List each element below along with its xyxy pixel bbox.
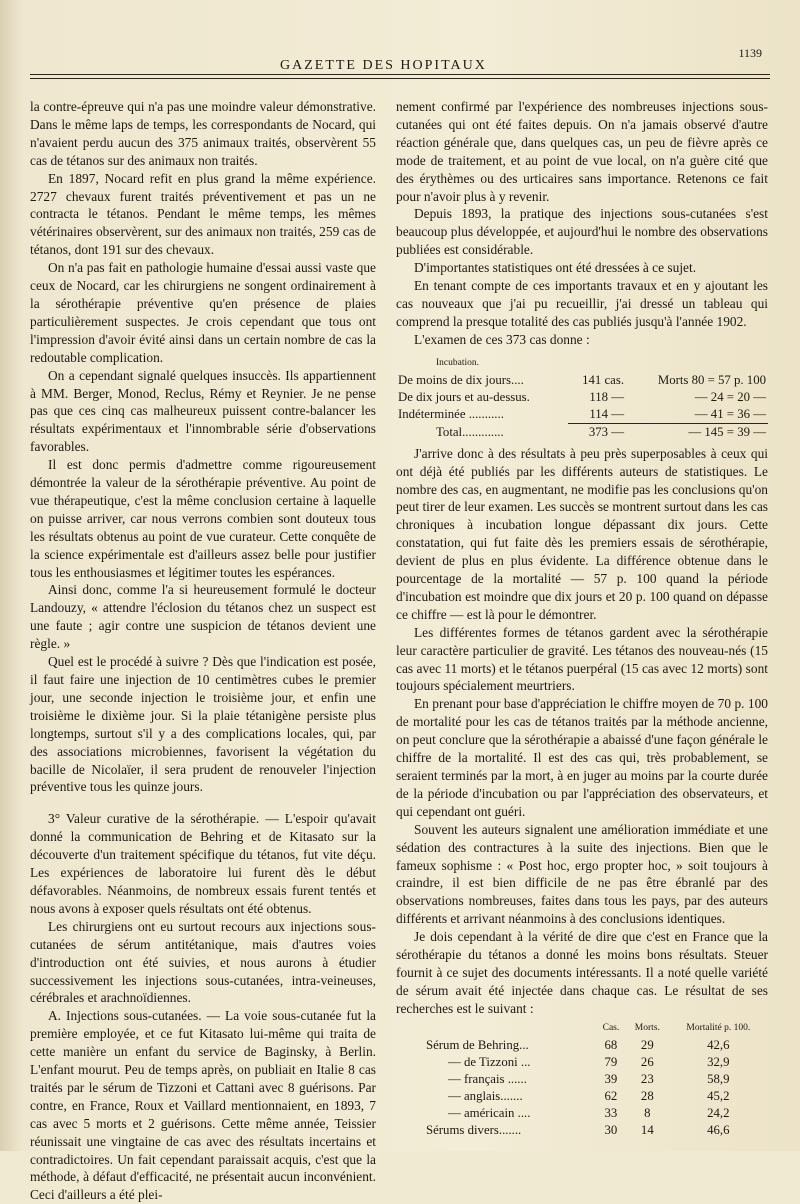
paragraph: Quel est le procédé à suivre ? Dès que l'indication est posée, il faut faire une injection de 10 centimètres cubes le premier jour, une seconde injection le troisième jour, et enfin une troisième le dixième jour. Si la plaie tétanigène persiste plus longtemps, surtout s'il y a des complications locales, qui, par des associations microbiennes, favorisent la végétation du bacille de Nicolaïer, il sera prudent de renouveler l'injection préventive tous les quinze jours. <box>30 654 376 795</box>
serum-row <box>396 1054 768 1071</box>
serum-header: Cas. <box>602 1022 620 1033</box>
paragraph: nement confirmé par l'expérience des nombreuses injections sous-cutanées qui ont été faites depuis. On n'a jamais observé d'autre réaction générale que, dans quelques cas, un peu de fièvre après ce mode de traitement, et au point de vue local, on n'a guère cité que des érythèmes ou des urticaires sans importance. Retenons ce fait pour n'avoir plus à y revenir. <box>396 99 768 204</box>
running-title: GAZETTE DES HOPITAUX <box>280 58 487 73</box>
right-column-intro <box>396 98 768 349</box>
paragraph: En 1897, Nocard refit en plus grand la même expérience. 2727 chevaux furent traités préventivement et pas un ne contracta le tétanos. Pendant le même temps, les mêmes vétérinaires observèrent, sur des animaux non traités, 259 cas de tétanos, dont 191 sur des chevaux. <box>30 170 376 258</box>
incubation-table <box>396 355 768 441</box>
incubation-cas: 373 — <box>568 423 626 441</box>
serum-cell: 28 <box>640 1088 654 1103</box>
paragraph: Les chirurgiens ont eu surtout recours aux injections sous-cutanées de sérum antitétanique, mais d'autres voies d'introduction ont été suivies, et nous aurons à étudier successivement les injections sous-cutanées, intra-veineuses, cérébrales et arachnoïdiennes. <box>30 918 376 1006</box>
paragraph: Il est donc permis d'admettre comme rigoureusement démontrée la valeur de la sérothérapie préventive. Au point de vue thérapeutique, c'est la même conclusion certaine à laquelle on puisse arriver, car nous verrons combien sont douteux tous les résultats obtenus au point de vue curateur. Cette conquête de la science expérimentale est d'ailleurs assez belle pour justifier tous les enthousiasmes et légitimer toutes les espérances. <box>30 457 376 580</box>
serum-header: Mortalité p. 100. <box>686 1022 751 1033</box>
paragraph: Ainsi donc, comme l'a si heureusement formulé le docteur Landouzy, « attendre l'éclosion du tétanos chez un suspect est une faute ; agir contre une suspicion de tétanos devient une règle. » <box>30 582 376 652</box>
serum-cell: 26 <box>640 1054 654 1069</box>
paragraph: En prenant pour base d'appréciation le chiffre moyen de 70 p. 100 de mortalité pour les cas de tétanos traités par la méthode ancienne, on peut conclure que la sérothérapie a abaissé d'une façon générale le chiffre de la mortalité. Il est des cas qui, très probablement, se seraient terminés par la mort, à en juger au moins par la courte durée de la période d'incubation ou par l'appréciation des observateurs, et qui cependant ont guéri. <box>396 696 768 819</box>
page-header <box>30 46 770 72</box>
serum-cell: — français ...... <box>448 1071 527 1086</box>
serum-cell: 30 <box>604 1122 618 1137</box>
serum-cell: 8 <box>644 1105 651 1120</box>
paragraph: 3° Valeur curative de la sérothérapie. — L'espoir qu'avait donné la communication de Behring et de Kitasato sur la découverte d'un traitement spécifique du tétanos, fut vite déçu. Les expériences de laboratoire lui furent dès le début défavorables. Néanmoins, de nombreux essais furent tentés et nous avons à exposer quels résultats ont été obtenus. <box>30 811 376 916</box>
paragraph: On n'a pas fait en pathologie humaine d'essai aussi vaste que ceux de Nocard, car les chirurgiens ne songent ordinairement à la sérothérapie préventive qu'en présence de plaies particulièrement suspectes. Je crois cependant que tous ont l'impression d'avoir évité ainsi dans un certain nombre de cas la redoutable complication. <box>30 260 376 365</box>
serum-cell: 32,9 <box>707 1054 730 1069</box>
serum-cell: 39 <box>604 1071 618 1086</box>
paragraph: Depuis 1893, la pratique des injections sous-cutanées s'est beaucoup plus développée, et aujourd'hui le nombre des observations publiées est considérable. <box>396 206 768 258</box>
incubation-cas: 141 cas. <box>582 372 625 387</box>
incubation-row <box>396 423 768 441</box>
incubation-label: Indéterminée ........... <box>398 407 504 422</box>
serum-cell: 42,6 <box>707 1037 730 1052</box>
serum-row <box>396 1071 768 1088</box>
right-column <box>396 98 768 1143</box>
serum-cell: 46,6 <box>707 1122 730 1137</box>
incubation-morts: — 145 = 39 — <box>626 423 768 441</box>
serum-cell: 24,2 <box>707 1105 730 1120</box>
serum-cell: — américain .... <box>448 1105 531 1120</box>
paragraph: D'importantes statistiques ont été dressées à ce sujet. <box>414 260 697 276</box>
right-column-discussion <box>396 445 768 1018</box>
section-gap <box>30 796 376 810</box>
incubation-morts: — 24 = 20 — <box>694 389 766 404</box>
paragraph: J'arrive donc à des résultats à peu près superposables à ceux qui ont déjà été publiés par les différents auteurs de statistiques. Le nombre des cas, en augmentant, ne modifie pas les conclusions qu'on peut tirer de leur examen. Les succès se montrent surtout dans les cas chroniques à incubation longue dépassant dix jours. Cette constatation, qui fut faite dès les premiers essais de sérothérapie, devient de plus en plus évidente. La différence obtenue dans le pourcentage de la mortalité — 57 p. 100 quand la période d'incubation est moindre que dix jours et 20 p. 100 quand on dépasse ce chiffre — est là pour le démontrer. <box>396 445 768 622</box>
serum-cell: 68 <box>604 1037 618 1052</box>
header-rule-thin <box>30 78 770 79</box>
incubation-morts: — 41 = 36 — <box>694 406 766 421</box>
serum-row <box>396 1088 768 1105</box>
serum-row <box>396 1122 768 1139</box>
incubation-morts: Morts 80 = 57 p. 100 <box>657 372 766 387</box>
left-column <box>30 98 376 1204</box>
incubation-row <box>396 389 768 406</box>
incubation-cas: 114 — <box>589 406 625 421</box>
incubation-label: De moins de dix jours.... <box>398 372 524 387</box>
serum-header: Morts. <box>634 1022 660 1033</box>
incubation-row <box>396 406 768 424</box>
paragraph: On a cependant signalé quelques insuccès. Ils appartiennent à MM. Berger, Monod, Reclus, Rémy et Reynier. Je ne pense pas que ces cinq cas malheureux puissent contre-balancer les résultats expérimentaux et l'innombrable série d'observations favorables. <box>30 367 376 455</box>
serum-cell: — anglais....... <box>448 1088 523 1103</box>
serum-row <box>396 1105 768 1122</box>
serum-cell: 58,9 <box>707 1071 730 1086</box>
incubation-row <box>396 372 768 389</box>
paragraph: Les différentes formes de tétanos gardent avec la sérothérapie leur caractère particulier de gravité. Les tétanos des nouveau-nés (15 cas avec 11 morts) et le tétanos puerpéral (15 cas avec 12 morts) sont toujours spécialement meurtriers. <box>396 624 768 694</box>
incubation-heading: Incubation. <box>436 357 480 368</box>
serum-cell: Sérums divers....... <box>426 1122 522 1137</box>
incubation-cas: 118 — <box>589 389 625 404</box>
serum-cell: — de Tizzoni ... <box>448 1054 531 1069</box>
serum-cell: 62 <box>604 1088 618 1103</box>
serum-cell: Sérum de Behring... <box>426 1037 529 1052</box>
incubation-label: Total............. <box>436 424 504 439</box>
paragraph: En tenant compte de ces importants travaux et en y ajoutant les cas nouveaux que j'ai pu recueillir, j'ai dressé un tableau qui comprend la presque totalité des cas publiés jusqu'à l'année 1902. <box>396 278 768 329</box>
page-number: 1139 <box>738 46 762 60</box>
serum-header <box>396 1020 596 1037</box>
serum-table <box>396 1020 768 1139</box>
paragraph: la contre-épreuve qui n'a pas une moindre valeur démonstrative. Dans le même laps de temps, les correspondants de Nocard, qui n'avaient perdu aucun des 375 animaux traités, observèrent 55 cas de tétanos sur des animaux non traités. <box>30 99 376 168</box>
serum-cell: 45,2 <box>707 1088 730 1103</box>
paragraph: Souvent les auteurs signalent une amélioration immédiate et une sédation des contractures à la suite des injections. Bien que le fameux sophisme : « Post hoc, ergo propter hoc, » soit toujours à craindre, il est bien difficile de ne pas être ébranlé par des observations nombreuses, faites dans tous les pays, par des auteurs différents et arrivant néanmoins à des conclusions identiques. <box>396 821 768 927</box>
serum-cell: 79 <box>604 1054 618 1069</box>
serum-row <box>396 1037 768 1054</box>
header-rule <box>30 74 770 75</box>
serum-cell: 14 <box>640 1122 654 1137</box>
serum-cell: 33 <box>604 1105 618 1120</box>
incubation-label: De dix jours et au-dessus. <box>398 389 530 404</box>
paragraph: L'examen de ces 373 cas donne : <box>414 331 590 347</box>
serum-cell: 29 <box>640 1037 654 1052</box>
paragraph: Je dois cependant à la vérité de dire que c'est en France que la sérothérapie du tétanos a donné les moins bons résultats. Steuer fournit à ce sujet des documents intéressants. Il a noté quelle variété de sérum avait été injectée dans chaque cas. Le résultat de ses recherches est le suivant : <box>396 929 768 1016</box>
paragraph: A. Injections sous-cutanées. — La voie sous-cutanée fut la première employée, et ce fut Kitasato lui-même qui traita de cette manière un enfant du service de Baginsky, à Berlin. L'enfant mourut. Peu de temps après, on publiait en Italie 8 cas traités par le sérum de Tizzoni et Cattani avec 8 guérisons. Par contre, en France, Roux et Vaillard mentionnaient, en 1893, 7 cas avec 5 morts et 2 guérisons. Cette même année, Teissier réunissait une vingtaine de cas avec des résultats incertains et contradictoires. Un fait cependant paraissait acquis, c'est que la méthode, à défaut d'efficacité, ne présentait aucun inconvénient. Ceci d'ailleurs a été plei- <box>30 1008 376 1203</box>
serum-cell: 23 <box>640 1071 654 1086</box>
